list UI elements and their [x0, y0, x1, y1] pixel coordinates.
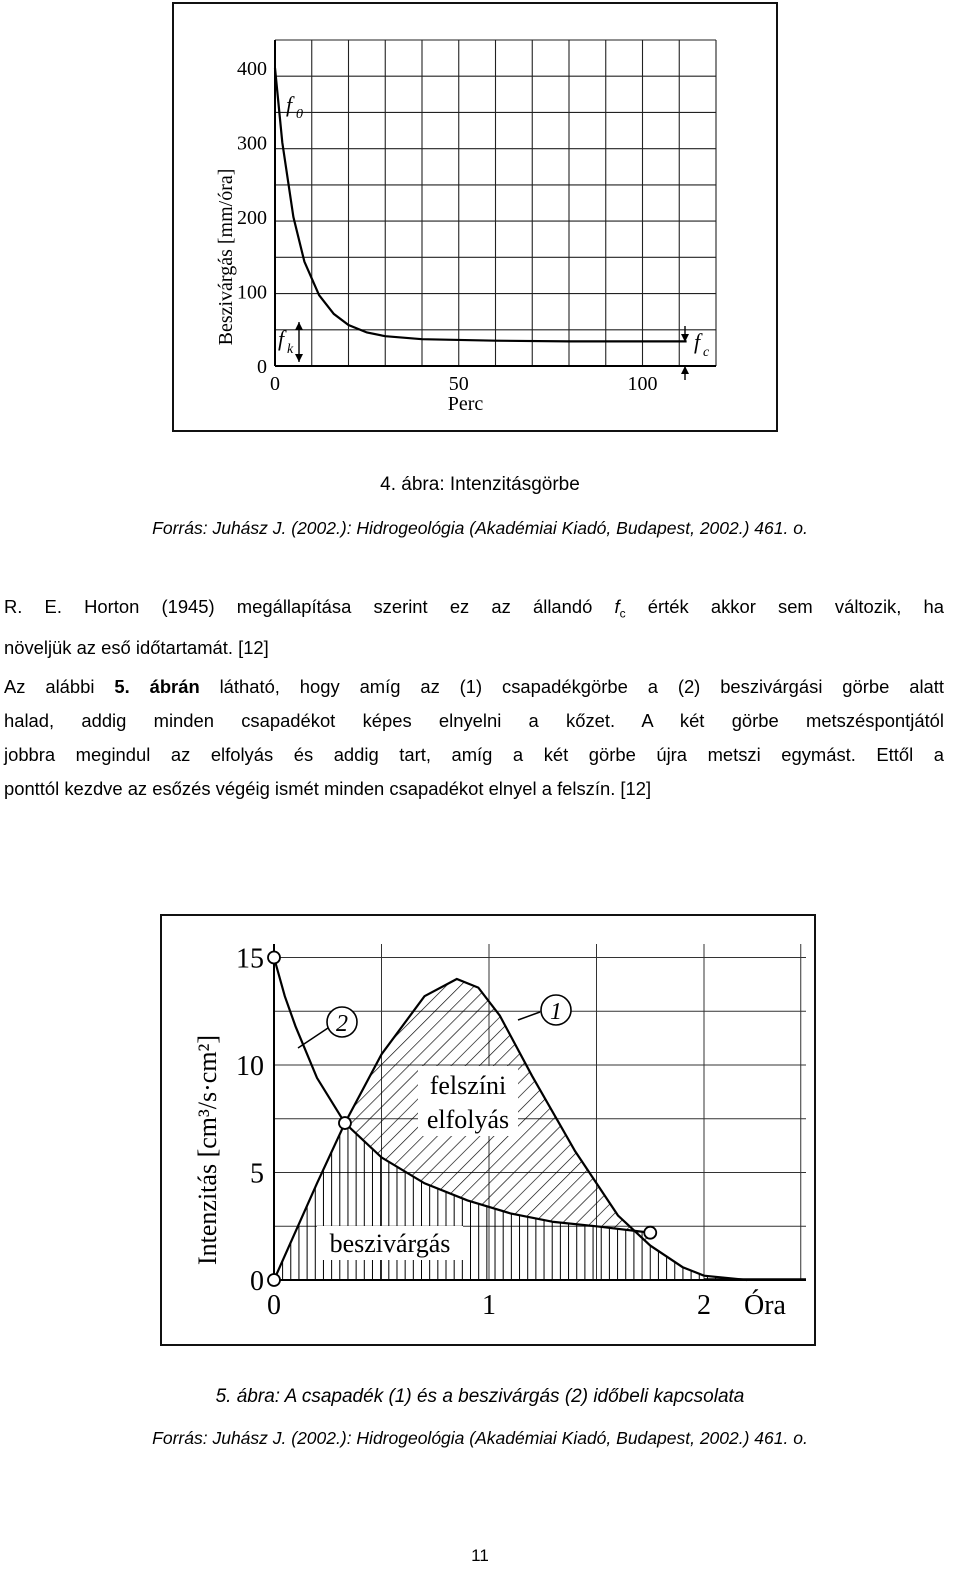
fk-arrow-down: [295, 354, 303, 362]
curve-2-leader-line: [298, 1028, 328, 1048]
intersection-marker: [268, 952, 280, 964]
figure-4-frame: [172, 2, 778, 432]
figure-5-frame: [160, 914, 816, 1346]
curve-1-label: 1: [550, 999, 562, 1025]
infiltration-curve: [275, 68, 687, 341]
x-tick-label: 0: [267, 1290, 281, 1321]
x-tick-label: 50: [448, 373, 469, 395]
curve-2-label: 2: [336, 1011, 348, 1037]
fk-subscript: k: [287, 342, 294, 357]
x-axis-label: Perc: [447, 393, 484, 415]
y-tick-label: 0: [257, 356, 267, 378]
y-tick-label: 400: [237, 58, 267, 80]
fc-symbol: f: [614, 596, 620, 617]
paragraph-figure-5-line-1: [4, 670, 944, 704]
fc-label: f: [694, 329, 701, 354]
y-tick-label: 5: [250, 1158, 264, 1190]
paragraph-figure-5-line-2: halad, addig minden csapadékot képes elnyelni a kőzet. A két görbe metszéspontjától: [4, 710, 944, 731]
y-tick-label: 200: [237, 207, 267, 229]
intersection-marker: [268, 1274, 280, 1286]
y-axis-label: Intenzitás [cm³/s·cm²]: [193, 1034, 222, 1266]
y-tick-label: 10: [236, 1051, 264, 1082]
fc-arrow-up: [681, 366, 689, 374]
text-run: látható, hogy amíg az (1) csapadékgörbe a (2) beszivárgási görbe alatt: [219, 676, 944, 697]
figure-reference: 5. ábrán: [114, 676, 200, 697]
y-tick-label: 100: [237, 281, 267, 304]
paragraph-horton: [4, 590, 944, 665]
figure-4-caption: 4. ábra: Intenzitásgörbe: [380, 474, 580, 495]
fc-subscript: c: [619, 606, 626, 621]
runoff-label-line-2: elfolyás: [426, 1105, 510, 1134]
x-tick-label: 2: [697, 1290, 711, 1321]
figure-4-chart: [174, 4, 776, 430]
intersection-marker: [339, 1117, 351, 1129]
y-axis-label: Beszivárgás [mm/óra]: [215, 168, 237, 346]
paragraph-horton-line-2: növeljük az eső időtartamát. [12]: [4, 636, 269, 658]
fk-label: f: [278, 326, 285, 351]
f0-subscript: 0: [296, 107, 303, 122]
fk-arrow-up: [295, 322, 303, 330]
y-tick-label: 300: [237, 132, 267, 155]
paragraph-figure-5-line-4: ponttól kezdve az esőzés végéig ismét minden csapadékot elnyel a felszín. [12]: [4, 778, 652, 799]
f0-label: f: [286, 92, 293, 117]
paragraph-figure-5: [4, 670, 944, 806]
runoff-label-line-1: felszíni: [429, 1071, 507, 1100]
figure-5-source: Forrás: Juhász J. (2002.): Hidrogeológia (Akadémiai Kiadó, Budapest, 2002.) 461. o.: [152, 1428, 808, 1448]
x-tick-label: 0: [270, 373, 280, 395]
x-tick-label: 1: [482, 1290, 496, 1321]
text-run: érték akkor sem változik, ha: [647, 596, 944, 617]
infiltration-label: beszivárgás: [329, 1229, 451, 1258]
text-run: R. E. Horton (1945) megállapítása szerint ez az állandó: [4, 596, 593, 617]
page-number: 11: [471, 1546, 489, 1565]
figure-5-caption: 5. ábra: A csapadék (1) és a beszivárgás (2) időbeli kapcsolata: [215, 1386, 745, 1407]
curve-1-leader-line: [518, 1012, 540, 1020]
text-run: Az alábbi: [4, 676, 95, 697]
x-tick-label: 100: [627, 373, 658, 395]
figure-5-chart: [162, 916, 814, 1344]
y-tick-label: 15: [236, 943, 264, 975]
paragraph-horton-line-1: [4, 590, 944, 631]
x-axis-label: Óra: [744, 1290, 786, 1321]
y-tick-label: 0: [250, 1266, 264, 1297]
paragraph-figure-5-line-3: jobbra megindul az elfolyás és addig tart, amíg a két görbe újra metszi egymást. Ettől a: [4, 744, 944, 765]
fc-subscript: c: [703, 345, 710, 360]
figure-4-source: Forrás: Juhász J. (2002.): Hidrogeológia (Akadémiai Kiadó, Budapest, 2002.) 461. o.: [152, 518, 808, 538]
intersection-marker: [644, 1227, 656, 1239]
